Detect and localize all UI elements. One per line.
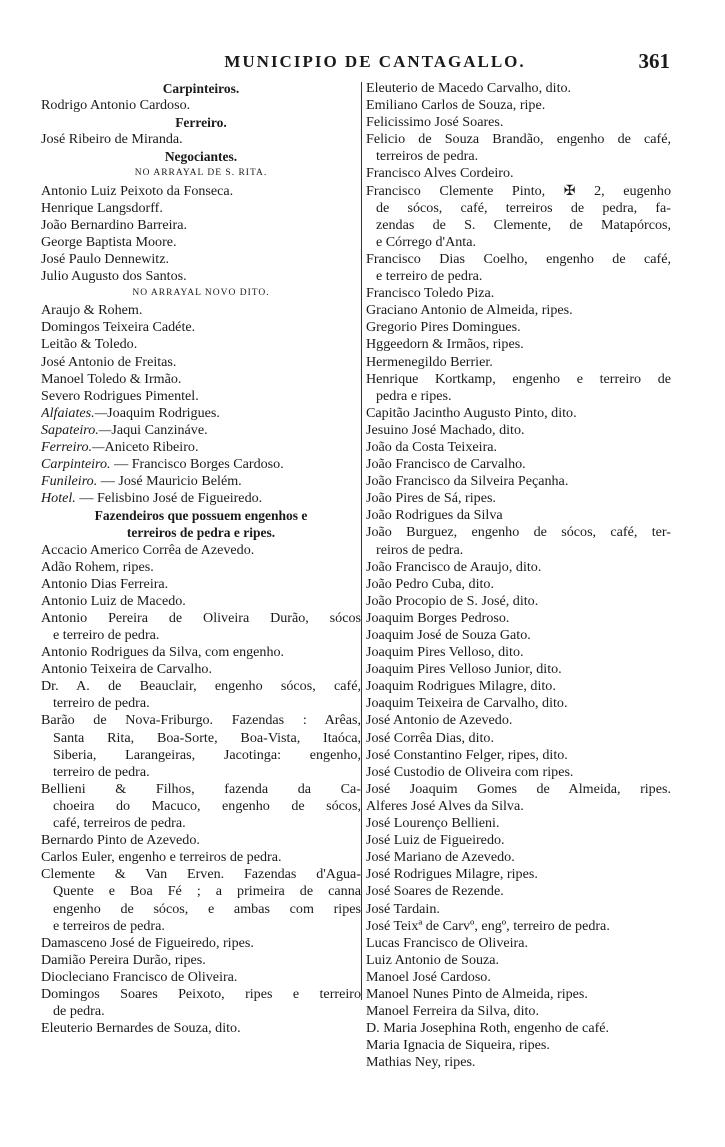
entry-line: Gregorio Pires Domingues.: [366, 319, 521, 336]
entry-continuation: terreiros de pedra.: [376, 148, 479, 165]
entry-text: Aniceto Ribeiro.: [104, 438, 199, 455]
entry-continuation: Santa Rita, Boa-Sorte, Boa-Vista, Itaóca,: [53, 729, 361, 746]
entry-line: Joaquim Pires Velloso Junior, dito.: [366, 661, 562, 678]
page-number: 361: [638, 49, 670, 73]
entry-line: Julio Augusto dos Santos.: [41, 268, 187, 285]
entry-line: João Pedro Cuba, dito.: [366, 575, 495, 592]
entry-line: Emiliano Carlos de Souza, ripe.: [366, 97, 546, 114]
entry-line: Antonio Luiz Peixoto da Fonseca.: [41, 182, 234, 199]
entry-line: José Constantino Felger, ripes, dito.: [366, 746, 568, 763]
entry-line: Manoel Toledo & Irmão.: [41, 370, 182, 387]
column-divider: [361, 82, 362, 1000]
section-heading: Negociantes.: [164, 149, 238, 165]
entry-line: José Antonio de Azevedo.: [366, 712, 513, 729]
entry-line: Mathias Ney, ripes.: [366, 1054, 476, 1071]
entry-continuation: e terreiros de pedra.: [53, 917, 165, 934]
entry-continuation: pedra e ripes.: [376, 387, 452, 404]
entry-line: Jesuino José Machado, dito.: [366, 421, 525, 438]
entry-continuation: e terreiro de pedra.: [376, 268, 483, 285]
entry-line: João Francisco da Silveira Peçanha.: [366, 473, 569, 490]
entry-line: Joaquim Borges Pedroso.: [366, 609, 510, 626]
entry-continuation: de sócos, café, terreiros de pedra, fa-: [376, 199, 671, 216]
section-heading: Carpinteiros.: [162, 81, 240, 96]
trade-label: Funileiro.: [41, 473, 98, 490]
entry-line: Eleuterio Bernardes de Souza, dito.: [41, 1020, 241, 1037]
left-column: [41, 80, 361, 1037]
entry-line: Joaquim Pires Velloso, dito.: [366, 644, 524, 661]
entry-continuation: e Córrego d'Anta.: [376, 233, 476, 250]
entry-continuation: engenho de sócos, e ambas com ripes: [53, 900, 361, 917]
entry-line: José Teixª de Carvº, engº, terreiro de pedra.: [366, 917, 610, 934]
entry-line: Antonio Teixeira de Carvalho.: [41, 661, 212, 678]
entry-line: Antonio Dias Ferreira.: [41, 575, 169, 592]
entry-line: Accacio Americo Corrêa de Azevedo.: [41, 541, 255, 558]
entry-line: Araujo & Rohem.: [41, 302, 143, 319]
entry-line: Hggeedorn & Irmãos, ripes.: [366, 336, 524, 353]
entry-line: José Tardain.: [366, 900, 440, 917]
entry-line: José Rodrigues Milagre, ripes.: [366, 866, 538, 883]
entry-continuation: terreiro de pedra.: [53, 763, 150, 780]
entry-continuation: reiros de pedra.: [376, 541, 464, 558]
entry-line: [41, 405, 361, 422]
trade-label: Ferreiro.—: [41, 438, 105, 455]
entry-line: [41, 439, 361, 456]
entry-line: Joaquim Rodrigues Milagre, dito.: [366, 678, 556, 695]
trade-label: Alfaiates.—: [41, 404, 108, 421]
entry-line: [41, 456, 361, 473]
right-column: [366, 80, 671, 1071]
entry-line: João Bernardino Barreira.: [41, 216, 187, 233]
entry-line: [41, 473, 361, 490]
entry-line: Francisco Dias Coelho, engenho de café,: [366, 250, 671, 267]
entry-line: Henrique Langsdorff.: [41, 199, 163, 216]
entry-line: Bernardo Pinto de Azevedo.: [41, 832, 200, 849]
entry-line: Henrique Kortkamp, engenho e terreiro de: [366, 370, 671, 387]
entry-line: João Francisco de Carvalho.: [366, 456, 526, 473]
entry-line: João Rodrigues da Silva: [366, 507, 503, 524]
entry-line: José Luiz de Figueiredo.: [366, 832, 505, 849]
entry-line: João Procopio de S. José, dito.: [366, 592, 539, 609]
entry-line: Antonio Pereira de Oliveira Durão, sócos: [41, 609, 361, 626]
entry-line: Clemente & Van Erven. Fazendas d'Agua-: [41, 866, 361, 883]
entry-line: Severo Rodrigues Pimentel.: [41, 387, 199, 404]
entry-line: João Burguez, engenho de sócos, café, ter-: [366, 524, 671, 541]
entry-text: — José Mauricio Belém.: [97, 473, 242, 490]
entry-line: Domingos Soares Peixoto, ripes e terreiro: [41, 985, 361, 1002]
entry-line: Diocleciano Francisco de Oliveira.: [41, 968, 238, 985]
entry-line: Carlos Euler, engenho e terreiros de pedra.: [41, 849, 282, 866]
entry-line: Bellieni & Filhos, fazenda da Ca-: [41, 780, 361, 797]
entry-line: Francisco Toledo Piza.: [366, 285, 495, 302]
entry-line: Damasceno José de Figueiredo, ripes.: [41, 934, 254, 951]
entry-line: Rodrigo Antonio Cardoso.: [41, 97, 191, 114]
entry-line: José Joaquim Gomes de Almeida, ripes.: [366, 780, 671, 797]
trade-label: Sapateiro.—: [41, 421, 112, 438]
entry-line: Francisco Alves Cordeiro.: [366, 165, 514, 182]
entry-line: Joaquim Teixeira de Carvalho, dito.: [366, 695, 568, 712]
entry-line: Damião Pereira Durão, ripes.: [41, 951, 206, 968]
entry-line: D. Maria Josephina Roth, engenho de café.: [366, 1020, 610, 1037]
trade-label: Hotel.: [41, 490, 76, 507]
entry-line: Domingos Teixeira Cadéte.: [41, 319, 196, 336]
trade-label: Carpinteiro.: [41, 456, 111, 473]
entry-continuation: terreiro de pedra.: [53, 695, 150, 712]
entry-line: Maria Ignacia de Siqueira, ripes.: [366, 1037, 550, 1054]
entry-line: Antonio Luiz de Macedo.: [41, 592, 186, 609]
entry-line: Alferes José Alves da Silva.: [366, 797, 524, 814]
entry-line: George Baptista Moore.: [41, 233, 177, 250]
entry-line: [41, 422, 361, 439]
entry-continuation: zendas de S. Clemente, de Matapórcos,: [376, 216, 671, 233]
entry-line: José Ribeiro de Miranda.: [41, 131, 183, 148]
entry-line: José Custodio de Oliveira com ripes.: [366, 763, 574, 780]
entry-continuation: choeira do Macuco, engenho de sócos,: [53, 797, 361, 814]
entry-line: Manoel Ferreira da Silva, dito.: [366, 1003, 539, 1020]
entry-line: Dr. A. de Beauclair, engenho sócos, café,: [41, 678, 361, 695]
entry-continuation: café, terreiros de pedra.: [53, 815, 186, 832]
entry-line: Felicissimo José Soares.: [366, 114, 504, 131]
entry-line: Capitão Jacintho Augusto Pinto, dito.: [366, 404, 577, 421]
entry-continuation: e terreiro de pedra.: [53, 627, 160, 643]
entry-line: Graciano Antonio de Almeida, ripes.: [366, 302, 573, 319]
entry-text: Jaqui Canzináve.: [111, 421, 208, 438]
entry-line: [41, 490, 361, 507]
section-heading: Fazendeiros que possuem engenhos e: [94, 508, 308, 524]
entry-line: José Mariano de Azevedo.: [366, 849, 515, 866]
subsection-heading: NO ARRAYAL NOVO DITO.: [132, 288, 270, 299]
subsection-heading: NO ARRAYAL DE S. RITA.: [134, 168, 268, 179]
entry-line: Manoel José Cardoso.: [366, 968, 491, 985]
entry-line: João da Costa Teixeira.: [366, 438, 498, 455]
entry-line: José Soares de Rezende.: [366, 883, 504, 900]
entry-line: José Lourenço Bellieni.: [366, 815, 500, 832]
entry-line: Adão Rohem, ripes.: [41, 558, 154, 575]
entry-line: João Francisco de Araujo, dito.: [366, 558, 542, 575]
entry-text: — Felisbino José de Figueiredo.: [75, 490, 263, 507]
entry-line: Eleuterio de Macedo Carvalho, dito.: [366, 80, 572, 96]
entry-line: Leitão & Toledo.: [41, 336, 138, 353]
entry-line: José Antonio de Freitas.: [41, 353, 177, 370]
entry-line: Hermenegildo Berrier.: [366, 353, 493, 370]
entry-line: Francisco Clemente Pinto, ✠ 2, eugenho: [366, 182, 671, 199]
entry-line: Joaquim José de Souza Gato.: [366, 627, 531, 643]
entry-continuation: de pedra.: [53, 1003, 105, 1020]
section-heading: Ferreiro.: [175, 115, 227, 131]
entry-line: José Corrêa Dias, dito.: [366, 729, 494, 746]
entry-line: José Paulo Dennewitz.: [41, 250, 169, 267]
page-title: MUNICIPIO DE CANTAGALLO.: [224, 52, 526, 71]
entry-line: Lucas Francisco de Oliveira.: [366, 934, 529, 951]
entry-line: Barão de Nova-Friburgo. Fazendas : Arêas,: [41, 712, 361, 729]
entry-line: Manoel Nunes Pinto de Almeida, ripes.: [366, 985, 588, 1002]
section-heading: terreiros de pedra e ripes.: [126, 525, 276, 541]
entry-line: Luiz Antonio de Souza.: [366, 951, 500, 968]
entry-text: — Francisco Borges Cardoso.: [110, 456, 284, 473]
entry-continuation: Quente e Boa Fé ; a primeira de canna: [53, 883, 361, 900]
entry-line: Antonio Rodrigues da Silva, com engenho.: [41, 644, 285, 661]
entry-text: Joaquim Rodrigues.: [107, 404, 220, 421]
page-header: [40, 49, 670, 78]
entry-continuation: Siberia, Larangeiras, Jacotinga: engenho,: [53, 746, 361, 763]
entry-line: Felicio de Souza Brandão, engenho de café,: [366, 131, 671, 148]
entry-line: João Pires de Sá, ripes.: [366, 490, 496, 507]
